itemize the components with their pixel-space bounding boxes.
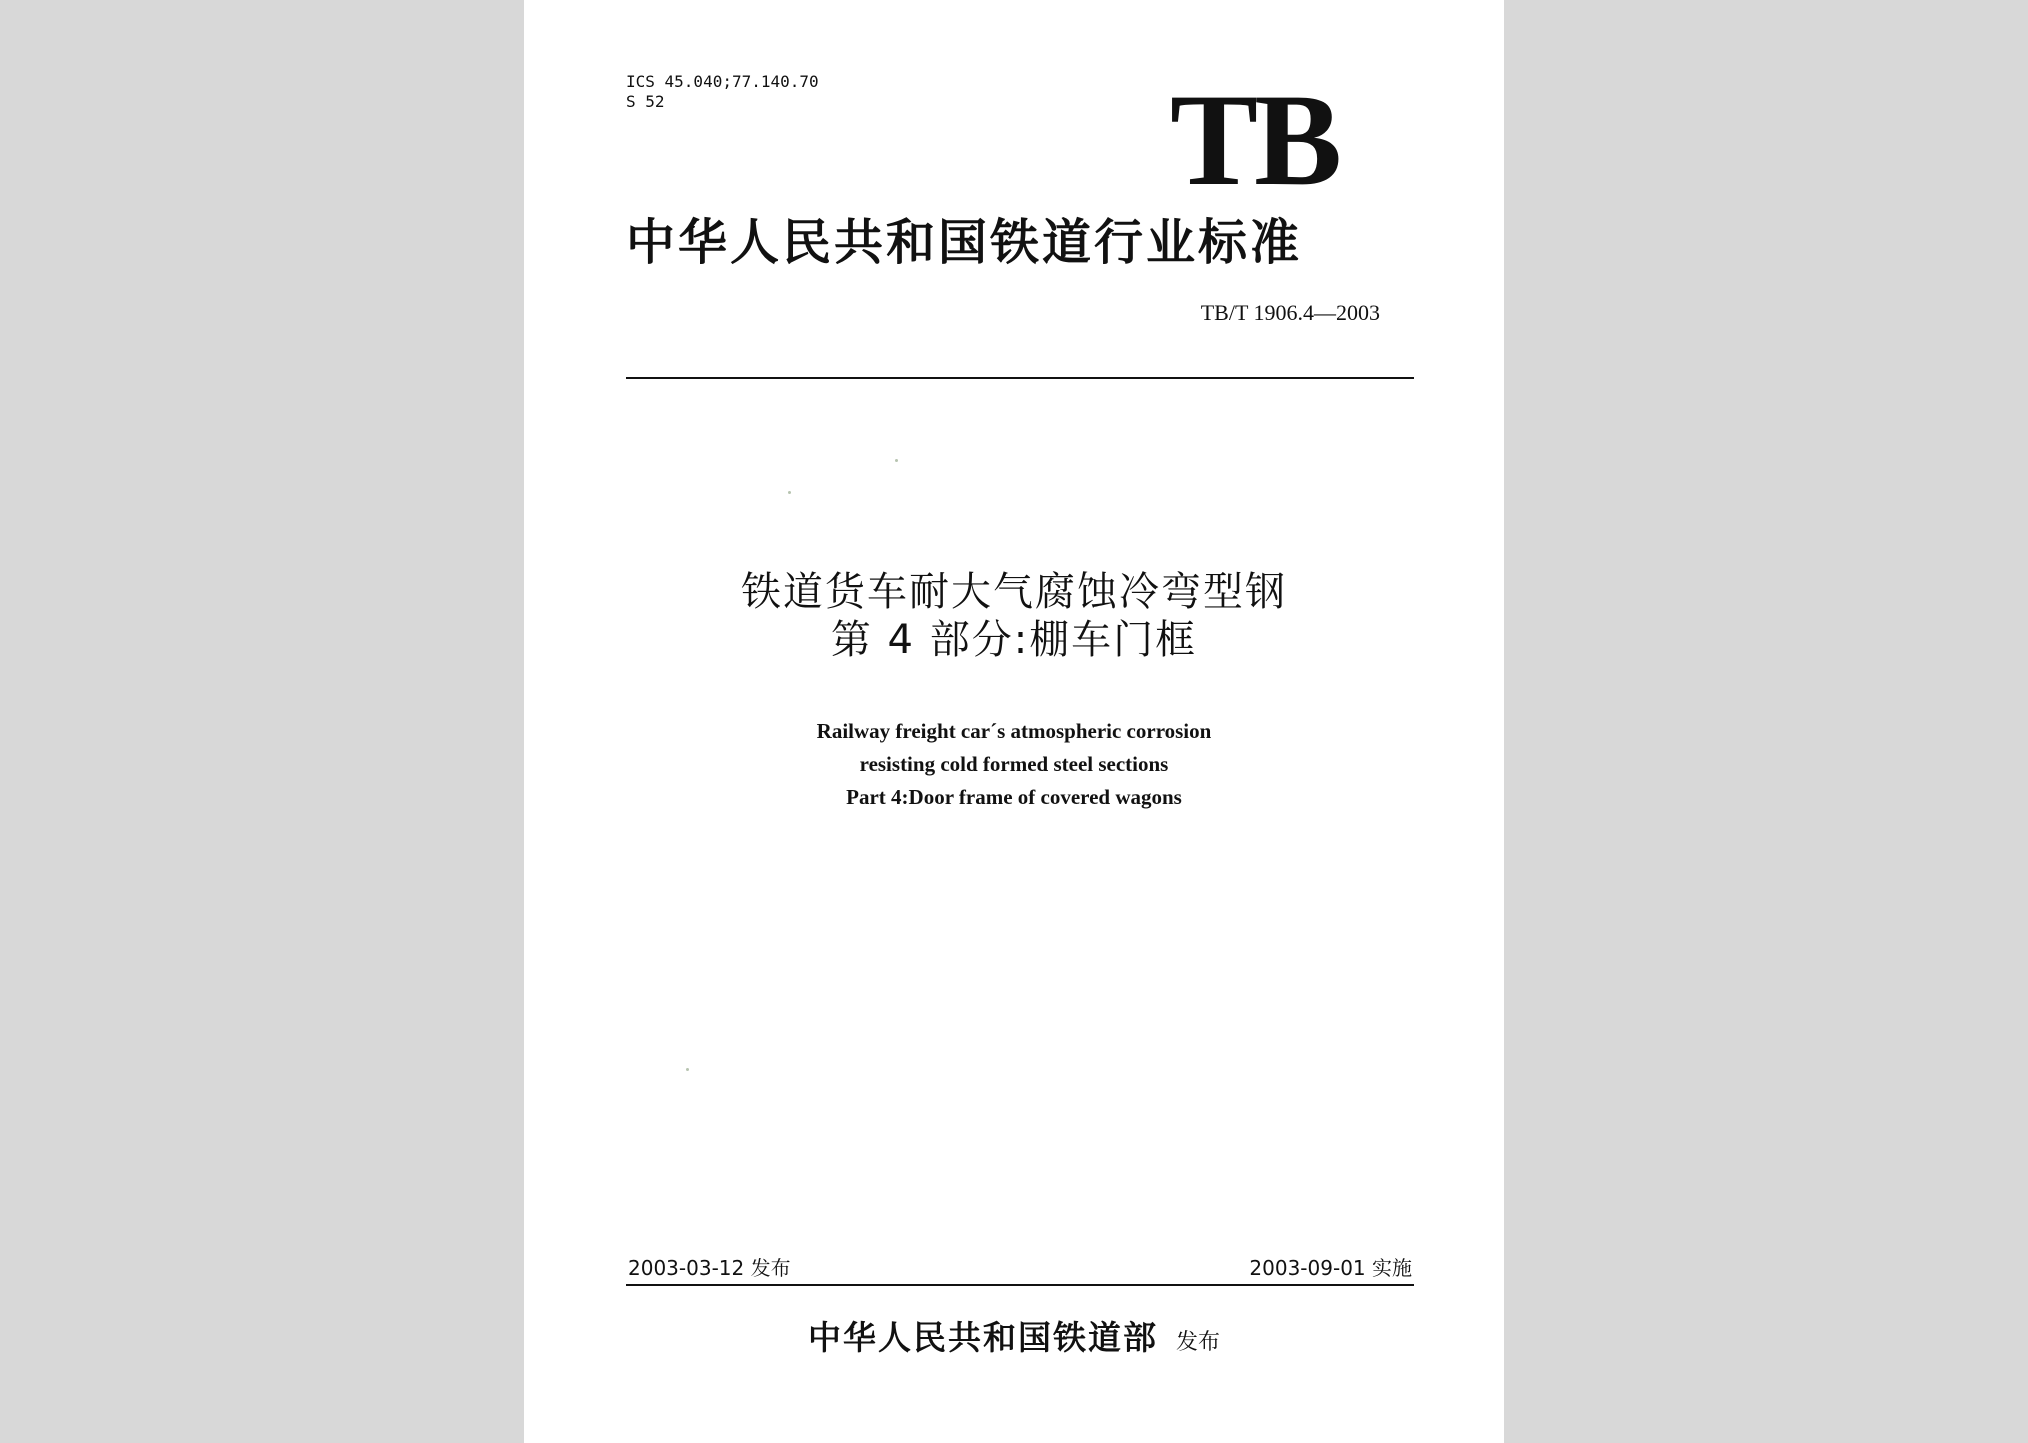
footer-divider bbox=[626, 1284, 1414, 1286]
issuer-name: 中华人民共和国铁道部 bbox=[807, 1318, 1158, 1357]
title-en-line-2: resisting cold formed steel sections bbox=[859, 752, 1169, 776]
title-en-line-3: Part 4:Door frame of covered wagons bbox=[846, 785, 1182, 809]
document-title-chinese bbox=[524, 568, 1504, 664]
title-cn-line-1: 铁道货车耐大气腐蚀冷弯型钢 bbox=[741, 569, 1287, 615]
tb-logo-mark: TB bbox=[1170, 66, 1339, 213]
scan-speck bbox=[686, 1068, 689, 1071]
standard-category-title: 中华人民共和国铁道行业标准 bbox=[626, 213, 1303, 271]
scan-speck bbox=[788, 491, 791, 494]
effective-date: 2003-09-01 实施 bbox=[1249, 1256, 1412, 1280]
classification-codes bbox=[626, 72, 819, 112]
ics-code: ICS 45.040;77.140.70 bbox=[626, 72, 819, 91]
document-title-english bbox=[524, 715, 1504, 814]
header-divider bbox=[626, 377, 1414, 379]
class-code: S 52 bbox=[626, 92, 665, 111]
standard-number: TB/T 1906.4—2003 bbox=[1200, 300, 1380, 325]
issuer-action: 发布 bbox=[1175, 1330, 1220, 1355]
standard-cover-page bbox=[524, 0, 1504, 1443]
scan-speck bbox=[895, 459, 898, 462]
issuing-authority bbox=[524, 1312, 1504, 1359]
issue-date: 2003-03-12 发布 bbox=[628, 1256, 791, 1280]
title-en-line-1: Railway freight car´s atmospheric corrosion bbox=[816, 719, 1212, 743]
title-cn-line-2: 第 4 部分:棚车门框 bbox=[830, 617, 1198, 663]
